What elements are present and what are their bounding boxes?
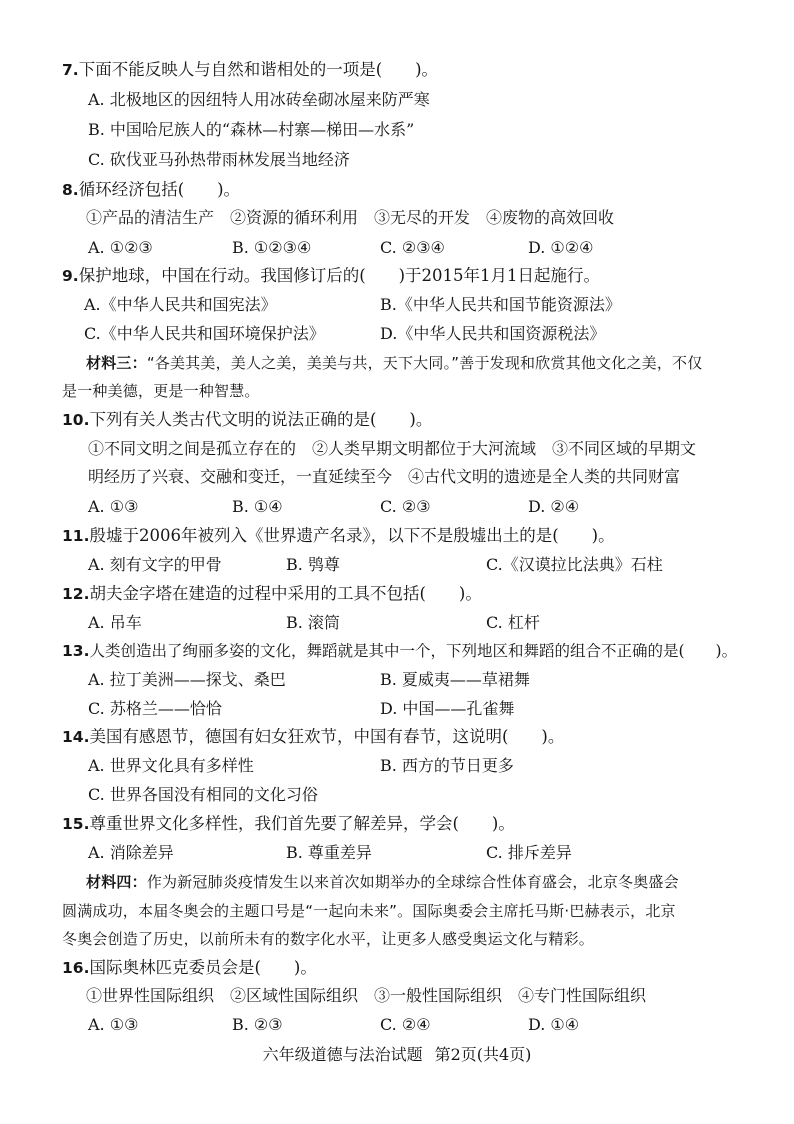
question-items: ①不同文明之间是孤立存在的 ②人类早期文明都位于大河流域 ③不同区域的早期文 [88,439,697,458]
material-text: 圆满成功，本届冬奥会的主题口号是“一起向未来”。国际奥委会主席托马斯·巴赫表示，北京 [62,902,676,920]
material-text: “各美其美，美人之美，美美与共，天下大同。”善于发现和欣赏其他文化之美，不仅 [146,354,703,372]
option-a: A. 刻有文字的甲骨 [88,555,222,574]
material-heading: 材料三： [86,354,147,372]
option-b: B. 滚筒 [286,613,340,632]
option-b: B. 鸮尊 [286,555,340,574]
option-b: B. 夏威夷——草裙舞 [380,670,530,689]
option-b: B. 尊重差异 [286,843,372,862]
question-number: 12. [62,585,90,603]
question-items: 明经历了兴衰、交融和变迁，一直延续至今 ④古代文明的遗迹是全人类的共同财富 [88,467,681,486]
option-a: A. 北极地区的因纽特人用冰砖垒砌冰屋来防严寒 [88,90,430,109]
question-stem: 胡夫金字塔在建造的过程中采用的工具不包括( )。 [89,584,482,603]
question-15 [62,814,515,834]
question-number: 7. [62,61,79,79]
option-b: B. 中国哈尼族人的“森林—村寨—梯田—水系” [88,120,415,139]
option-b: B. ①④ [232,497,283,516]
question-items: ①产品的清洁生产 ②资源的循环利用 ③无尽的开发 ④废物的高效回收 [86,208,615,227]
option-d: D. ①②④ [528,238,594,257]
question-stem: 殷墟于2006年被列入《世界遗产名录》，以下不是殷墟出土的是( )。 [89,526,615,545]
option-a: A. 吊车 [88,613,142,632]
question-11 [62,526,615,546]
option-b: B. 西方的节日更多 [380,756,514,775]
question-9 [62,266,600,286]
question-stem: 循环经济包括( )。 [78,180,241,199]
option-c: C. ②③④ [380,238,445,257]
option-b: B.《中华人民共和国节能资源法》 [380,295,621,314]
exam-title: 六年级道德与法治试题 [262,1045,423,1064]
option-a: A. ①③ [88,1015,139,1034]
question-number: 13. [62,642,90,660]
option-b: B. ①②③④ [232,238,312,257]
option-c: C. ②④ [380,1015,431,1034]
question-7 [62,60,438,80]
question-12 [62,584,482,604]
question-stem: 人类创造出了绚丽多姿的文化，舞蹈就是其中一个，下列地区和舞蹈的组合不正确的是( )。 [89,642,738,660]
option-a: A. 世界文化具有多样性 [88,756,254,775]
material-text: 冬奥会创造了历史，以前所未有的数字化水平，让更多人感受奥运文化与精彩。 [62,930,595,948]
option-c: C.《汉谟拉比法典》石柱 [486,555,663,574]
page-footer [0,1045,794,1065]
option-d: D.《中华人民共和国资源税法》 [380,324,606,343]
question-stem: 下面不能反映人与自然和谐相处的一项是( )。 [78,60,439,79]
question-number: 16. [62,959,90,977]
option-a: A. ①②③ [88,238,153,257]
question-items: ①世界性国际组织 ②区域性国际组织 ③一般性国际组织 ④专门性国际组织 [86,986,647,1005]
material-3 [86,353,702,373]
question-8 [62,180,240,200]
option-c: C. 砍伐亚马孙热带雨林发展当地经济 [88,150,350,169]
page-number: 第2页(共4页) [434,1045,532,1064]
question-13 [62,641,737,661]
question-14 [62,727,564,747]
option-c: C. ②③ [380,497,431,516]
option-b: B. ②③ [232,1015,283,1034]
question-stem: 美国有感恩节，德国有妇女狂欢节，中国有春节，这说明( )。 [89,727,565,746]
question-stem: 下列有关人类古代文明的说法正确的是( )。 [89,410,433,429]
question-number: 15. [62,815,90,833]
option-d: D. ②④ [528,497,580,516]
option-c: C. 苏格兰——恰恰 [88,699,222,718]
material-text: 是一种美德，更是一种智慧。 [62,382,260,400]
option-a: A. 拉丁美洲——探戈、桑巴 [88,670,286,689]
material-heading: 材料四： [86,873,147,891]
option-c: C.《中华人民共和国环境保护法》 [84,324,325,343]
material-text: 作为新冠肺炎疫情发生以来首次如期举办的全球综合性体育盛会，北京冬奥盛会 [146,873,679,891]
question-stem: 保护地球，中国在行动。我国修订后的( )于2015年1月1日起施行。 [78,266,601,285]
option-a: A. 消除差异 [88,843,174,862]
option-c: C. 世界各国没有相同的文化习俗 [88,785,318,804]
material-4 [86,872,679,892]
question-number: 9. [62,267,79,285]
question-number: 14. [62,728,90,746]
question-10 [62,410,432,430]
option-d: D. ①④ [528,1015,580,1034]
question-number: 11. [62,527,90,545]
option-d: D. 中国——孔雀舞 [380,699,515,718]
question-16 [62,958,317,978]
option-c: C. 杠杆 [486,613,540,632]
question-stem: 尊重世界文化多样性，我们首先要了解差异，学会( )。 [89,814,515,833]
question-number: 8. [62,181,79,199]
option-a: A. ①③ [88,497,139,516]
question-number: 10. [62,411,90,429]
option-a: A.《中华人民共和国宪法》 [84,295,277,314]
option-c: C. 排斥差异 [486,843,572,862]
question-stem: 国际奥林匹克委员会是( )。 [89,958,317,977]
